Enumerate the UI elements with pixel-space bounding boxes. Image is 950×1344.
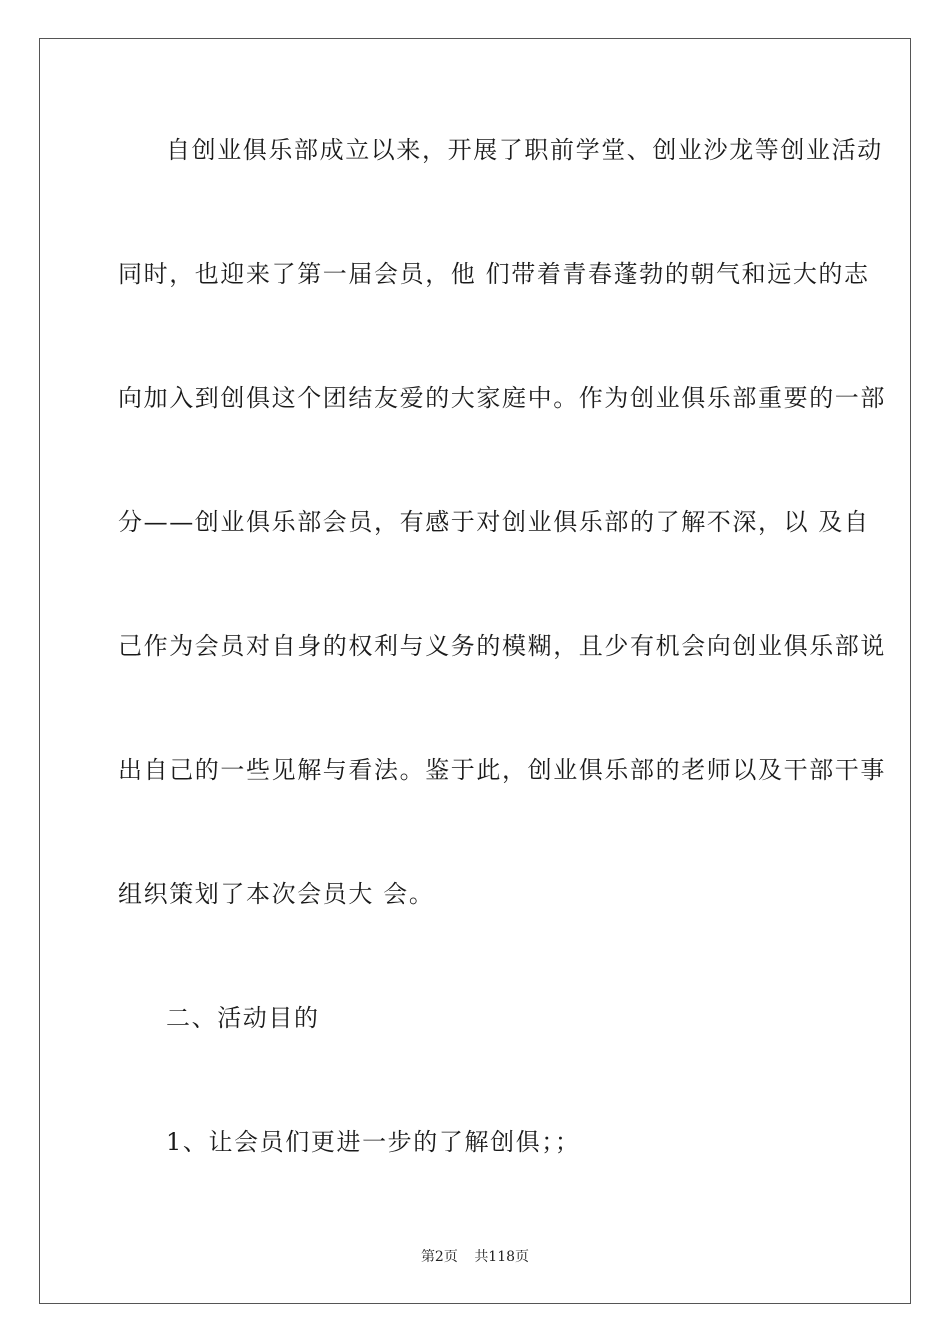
paragraph-line-4: 分——创业俱乐部会员，有感于对创业俱乐部的了解不深，以 及自 (118, 508, 870, 536)
paragraph-line-2: 同时，也迎来了第一届会员，他 们带着青春蓬勃的朝气和远大的志 (118, 260, 870, 288)
section-heading: 二、活动目的 (166, 1004, 320, 1032)
paragraph-line-1: 自创业俱乐部成立以来，开展了职前学堂、创业沙龙等创业活动 (166, 136, 883, 164)
paragraph-line-7: 组织策划了本次会员大 会。 (118, 880, 435, 908)
page-number: 第2页 (420, 1249, 458, 1265)
page-border (39, 38, 911, 1304)
paragraph-line-6: 出自己的一些见解与看法。鉴于此，创业俱乐部的老师以及干部干事 (118, 756, 886, 784)
paragraph-line-5: 己作为会员对自身的权利与义务的模糊，且少有机会向创业俱乐部说 (118, 632, 886, 660)
list-item: 1、让会员们更进一步的了解创俱；； (166, 1128, 581, 1156)
page-footer (0, 1248, 950, 1266)
paragraph-line-3: 向加入到创俱这个团结友爱的大家庭中。作为创业俱乐部重要的一部 (118, 384, 886, 412)
page-total: 共118页 (474, 1249, 530, 1265)
